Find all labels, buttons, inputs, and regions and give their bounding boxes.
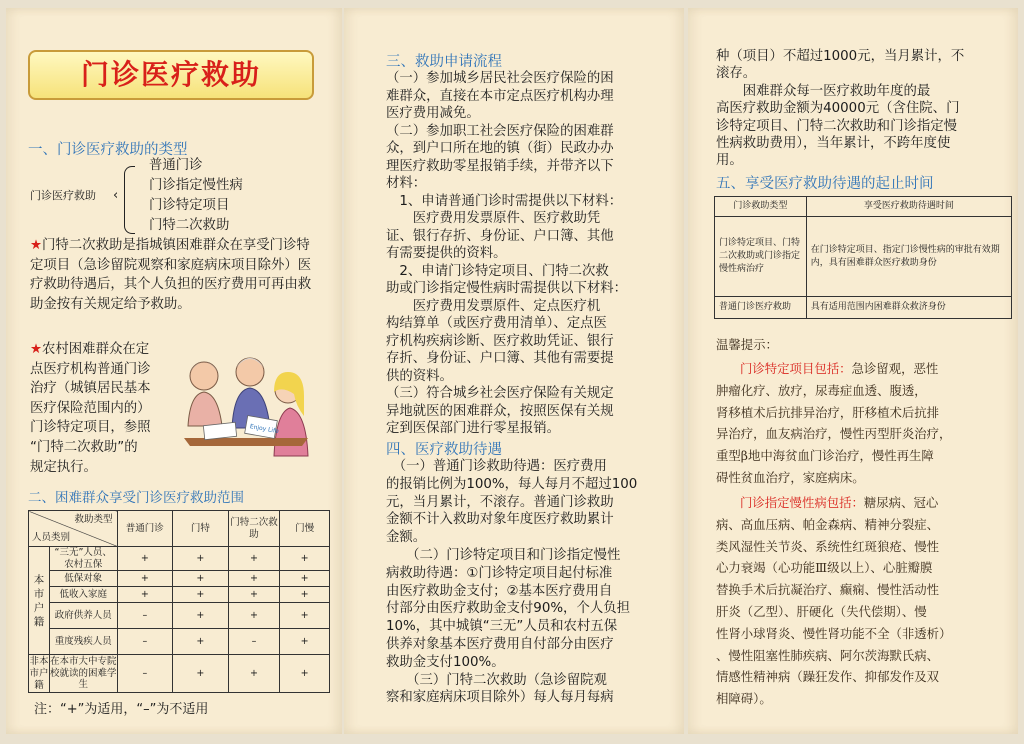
text-line: 疗机构疾病诊断、医疗救助凭证、银行 <box>386 333 614 349</box>
tip-line: 心力衰竭（心功能Ⅲ级以上）、心脏瓣膜 <box>716 560 933 576</box>
col-header: 门特二次救助 <box>228 511 280 547</box>
type-item: 门诊特定项目 <box>149 198 230 213</box>
text-line: 构结算单（或医疗费用清单）、定点医 <box>386 316 607 331</box>
text-line: 2、申请门诊特定项目、门特二次救 <box>386 263 609 279</box>
text-line: 滚存。 <box>716 66 757 82</box>
text-line: 异地就医的困难群众，按照医保有关规 <box>386 403 614 419</box>
tip-line: 情感性精神病（躁狂发作、抑郁发作及双 <box>716 669 940 685</box>
tip-line: 肾移植术后抗排异治疗，肝移植术后抗排 <box>716 404 940 420</box>
table-footnote: 注：“+”为适用，“–”为不适用 <box>34 702 209 717</box>
text-line: 医疗费用减免。 <box>386 106 480 121</box>
panel-right <box>688 8 1018 734</box>
family-illustration <box>182 346 310 466</box>
text-line: 理医疗救助零星报销手续，并带齐以下 <box>386 158 614 174</box>
tip-line: 重型β地中海贫血门诊治疗，慢性再生障 <box>716 448 934 464</box>
type-bracket <box>124 166 135 234</box>
tip-line: 门诊特定项目包括：急诊留观，恶性 <box>716 358 1012 380</box>
text-line: （二）参加职工社会医疗保险的困难群 <box>386 123 614 139</box>
text-line: 诊特定项目、门特二次救助和门诊指定慢 <box>716 118 958 134</box>
tip-chronic-diseases <box>716 492 1012 710</box>
text-line: 证、银行存折、身份证、户口簿、其他 <box>386 228 614 244</box>
text-line: 医疗费用发票原件、定点医疗机 <box>386 298 601 314</box>
text-line: 由医疗救助金支付；②基本医疗费用自 <box>386 583 613 599</box>
table-row: 低收入家庭 + + + + <box>29 587 330 603</box>
section3-heading: 三、救助申请流程 <box>386 54 502 70</box>
table-diagonal-header: 救助类型 人员类别 <box>29 511 118 547</box>
tip-line: 类风湿性关节炎、系统性红斑狼疮、慢性 <box>716 538 940 554</box>
tip-line: 肝炎（乙型）、肝硬化（失代偿期）、慢 <box>716 603 927 619</box>
text-line: （一）参加城乡居民社会医疗保险的困 <box>386 71 614 86</box>
col-header: 门慢 <box>280 511 330 547</box>
table-row: 本市户籍 “三无”人员、农村五保 + + + + <box>29 547 330 571</box>
panel-middle <box>344 8 684 734</box>
tip-line: 肿瘤化疗、放疗，尿毒症血透、腹透， <box>716 382 927 398</box>
col-header: 门诊救助类型 <box>715 197 807 217</box>
text-line: 定到医保部门进行零星报销。 <box>386 421 561 436</box>
text-line: 存折、身份证、户口簿、其他有需要提 <box>386 351 614 366</box>
row-group-label: 本市户籍 <box>29 547 50 655</box>
star-note-1 <box>30 236 320 314</box>
tip-line: 碍性贫血治疗，家庭病床。 <box>716 469 865 485</box>
type-item: 门特二次救助 <box>149 218 230 233</box>
tip-line: 性肾小球肾炎、慢性肾功能不全（非透析） <box>716 625 952 641</box>
col-header: 门特 <box>173 511 229 547</box>
text-line: 供的资料。 <box>386 368 453 384</box>
text-line: 供养对象基本医疗费用自付部分由医疗 <box>386 636 614 652</box>
text-line: 种（项目）不超过1000元，当月累计，不 <box>716 49 965 64</box>
text-line: 元，当月累计，不滚存。普通门诊救助 <box>386 494 614 510</box>
text-line: 金额。 <box>386 530 427 546</box>
text-line: 救助金支付100%。 <box>386 654 505 670</box>
tip-line: 病、高血压病、帕金森病、精神分裂症、 <box>716 516 940 532</box>
star-icon: ★ <box>30 342 43 357</box>
text-line: 材料： <box>386 176 427 191</box>
text-line: 困难群众每一医疗救助年度的最 <box>716 83 931 99</box>
table-row: 政府供养人员 – + + + <box>29 603 330 629</box>
text-line: 1、申请普通门诊时需提供以下材料： <box>386 193 623 209</box>
text-line: 高医疗救助金额为40000元（含住院、门 <box>716 101 960 117</box>
tip-title: 温馨提示： <box>716 337 778 352</box>
text-line: 金额不计入救助对象年度医疗救助累计 <box>386 512 614 528</box>
application-process-text <box>386 70 678 438</box>
benefits-continued-text <box>716 48 1012 170</box>
text-line: （一）普通门诊救助待遇：医疗费用 <box>386 459 607 474</box>
table-row: 门诊特定项目、门特二次救助或门诊指定慢性病治疗 在门诊特定项目、指定门诊慢性病的审批有效期内，具有困难群众医疗救助身份 <box>715 217 1012 297</box>
text-line: （二）门诊特定项目和门诊指定慢性 <box>386 547 621 563</box>
tip-line: 门诊指定慢性病包括：糖尿病、冠心 <box>716 492 1012 514</box>
panel-left <box>6 8 342 734</box>
section5-heading: 五、享受医疗救助待遇的起止时间 <box>716 176 934 192</box>
timing-table <box>714 196 1012 319</box>
section4-heading: 四、医疗救助待遇 <box>386 442 502 458</box>
text-line: 病救助待遇：①门诊特定项目起付标准 <box>386 565 613 581</box>
tip-label: 门诊指定慢性病包括： <box>740 495 864 510</box>
section2-heading: 二、困难群众享受门诊医疗救助范围 <box>28 490 244 506</box>
benefits-text <box>386 458 678 707</box>
col-header: 享受医疗救助待遇时间 <box>806 197 1011 217</box>
row-group-label: 非本市户籍 <box>29 655 49 691</box>
tip-line: 相障碍）。 <box>716 691 772 707</box>
tip-label: 门诊特定项目包括： <box>740 361 852 376</box>
tip-line: 替换手术后抗凝治疗、癫痫、慢性活动性 <box>716 582 940 598</box>
tip-special-items <box>716 358 1012 489</box>
col-header: 普通门诊 <box>117 511 173 547</box>
tip-line: 、慢性阻塞性肺疾病、阿尔茨海默氏病、 <box>716 647 940 663</box>
star-note-2: ★农村困难群众在定 点医疗机构普通门诊 治疗（城镇居民基本 医疗保险范围内的） 门诊特定项目，参照 “门特二次救助”的 规定执行。 <box>30 342 151 475</box>
text-line: 察和家庭病床项目除外）每人每月每病 <box>386 690 614 706</box>
table-row: 重度残疾人员 – + – + <box>29 629 330 655</box>
text-line: （三）符合城乡社会医疗保险有关规定 <box>386 386 614 401</box>
text-line: 难群众，直接在本市定点医疗机构办理 <box>386 88 614 104</box>
book-label: Enjoy Life <box>249 423 280 436</box>
text-line: 众，到户口所在地的镇（街）民政办办 <box>386 141 614 156</box>
star-note-1-text: 门特二次救助是指城镇困难群众在享受门诊特定项目（急诊留院观察和家庭病床项目除外）医疗救助待遇后，其个人负担的医疗费用可再由救助金按有关规定给予救助。 <box>30 238 312 312</box>
table-row: 普通门诊医疗救助 具有适用范围内困难群众救济身份 <box>715 297 1012 319</box>
text-line: （三）门特二次救助（急诊留院观 <box>386 672 607 688</box>
tip-line: 异治疗，血友病治疗，慢性丙型肝炎治疗， <box>716 426 952 442</box>
text-line: 助或门诊指定慢性病时需提供以下材料： <box>386 281 628 296</box>
title-banner <box>28 50 314 100</box>
eligibility-table <box>28 510 330 693</box>
text-line: 性病救助费用），当年累计，不跨年度使 <box>716 136 951 152</box>
text-line: 有需要提供的资料。 <box>386 246 507 261</box>
text-line: 付部分由医疗救助金支付90%，个人负担 <box>386 601 631 617</box>
type-label: 门诊医疗救助 <box>30 189 96 202</box>
section1-heading: 一、门诊医疗救助的类型 <box>28 142 188 158</box>
text-line: 10%，其中城镇“三无”人员和农村五保 <box>386 619 618 635</box>
type-item: 普通门诊 <box>149 158 203 173</box>
type-item: 门诊指定慢性病 <box>149 178 243 193</box>
text-line: 的报销比例为100%，每人每月不超过100 <box>386 476 638 492</box>
star-icon: ★ <box>30 238 43 253</box>
chevron-left-icon: ‹ <box>113 188 119 203</box>
text-line: 用。 <box>716 153 743 169</box>
table-row: 非本市户籍 在本市大中专院校就读的困难学生 – + + + <box>29 655 330 693</box>
text-line: 医疗费用发票原件、医疗救助凭 <box>386 211 601 226</box>
page-title: 门诊医疗救助 <box>80 58 261 91</box>
table-row: 低保对象 + + + + <box>29 571 330 587</box>
